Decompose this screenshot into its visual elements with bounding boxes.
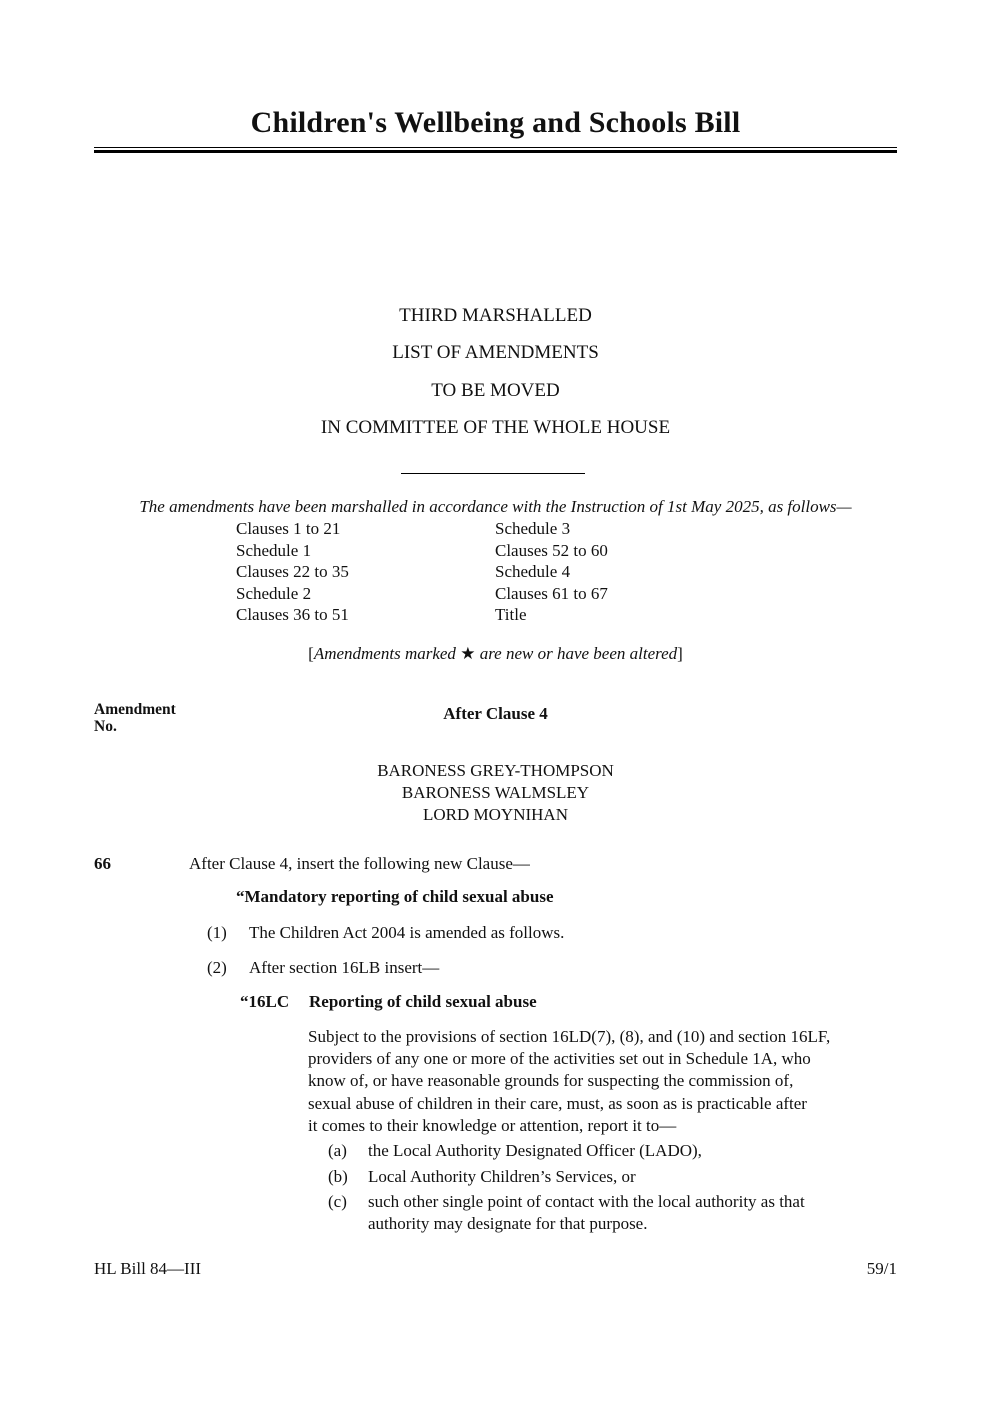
list-item-text: authority may designate for that purpose.	[368, 1214, 648, 1233]
footer-bill-ref: HL Bill 84—III	[94, 1259, 202, 1278]
order-item: Clauses 1 to 21	[236, 519, 341, 538]
footer-page-ref: 59/1	[866, 1259, 897, 1278]
star-icon: ★	[460, 644, 476, 663]
list-item-number: (c)	[328, 1192, 347, 1211]
list-item-text: such other single point of contact with the local authority as that	[368, 1192, 805, 1211]
subsection-text: The Children Act 2004 is amended as follows.	[249, 923, 565, 942]
order-item: Schedule 4	[495, 562, 571, 582]
order-item: Clauses 22 to 35	[236, 562, 349, 582]
list-item-text: the Local Authority Designated Officer (LADO),	[368, 1141, 702, 1160]
title-rule-thick	[94, 150, 897, 153]
order-item: Title	[495, 605, 527, 625]
amendment-number: 66	[94, 854, 111, 873]
order-right-column	[495, 518, 608, 626]
amendments-note: [Amendments marked ★ are new or have been altered]	[308, 644, 683, 663]
order-item: Clauses 61 to 67	[495, 583, 608, 603]
order-item: Schedule 2	[236, 583, 312, 603]
list-item-number: (b)	[328, 1167, 348, 1186]
list-item-number: (a)	[328, 1141, 347, 1160]
heading-line-4: IN COMMITTEE OF THE WHOLE HOUSE	[320, 417, 671, 438]
marshalling-intro: The amendments have been marshalled in accordance with the Instruction of 1st May 2025, as follows—	[139, 497, 852, 516]
order-item: Clauses 52 to 60	[495, 540, 608, 560]
amendment-instruction: After Clause 4, insert the following new Clause—	[189, 854, 530, 873]
title-rule-thin	[94, 147, 897, 148]
bill-title: Children's Wellbeing and Schools Bill	[250, 106, 741, 139]
heading-line-2: LIST OF AMENDMENTS	[392, 342, 599, 363]
sponsor: BARONESS WALMSLEY	[401, 783, 590, 802]
subsection-text: After section 16LB insert—	[249, 958, 440, 977]
order-item: Schedule 1	[236, 540, 312, 560]
order-item: Clauses 36 to 51	[236, 605, 349, 625]
section-heading: After Clause 4	[443, 704, 548, 723]
amendment-number-label: Amendment No.	[94, 701, 176, 735]
sponsor: BARONESS GREY-THOMPSON	[377, 761, 614, 780]
inserted-section-title: Reporting of child sexual abuse	[309, 992, 537, 1011]
order-left-column	[236, 518, 349, 626]
sponsors	[94, 760, 897, 826]
sponsor: LORD MOYNIHAN	[423, 805, 568, 824]
order-item: Schedule 3	[495, 519, 571, 538]
new-clause-title: “Mandatory reporting of child sexual abuse	[236, 887, 554, 906]
subsection-number: (2)	[207, 958, 227, 977]
heading-divider	[401, 473, 585, 474]
inserted-section-body: Subject to the provisions of section 16LD(7), (8), and (10) and section 16LF, providers of any one or more of the activities set out in Schedule 1A, who know of, or have reasonable grounds for suspecting the commission of, sexual abuse of children in their care, must, as soon as is practicable after it comes to their knowledge or attention, report it to—	[308, 1027, 831, 1135]
list-item-text: Local Authority Children’s Services, or	[368, 1167, 636, 1186]
heading-line-3: TO BE MOVED	[431, 380, 560, 401]
inserted-section-number: “16LC	[240, 992, 290, 1011]
subsection-number: (1)	[207, 923, 227, 942]
heading-line-1: THIRD MARSHALLED	[399, 305, 592, 326]
